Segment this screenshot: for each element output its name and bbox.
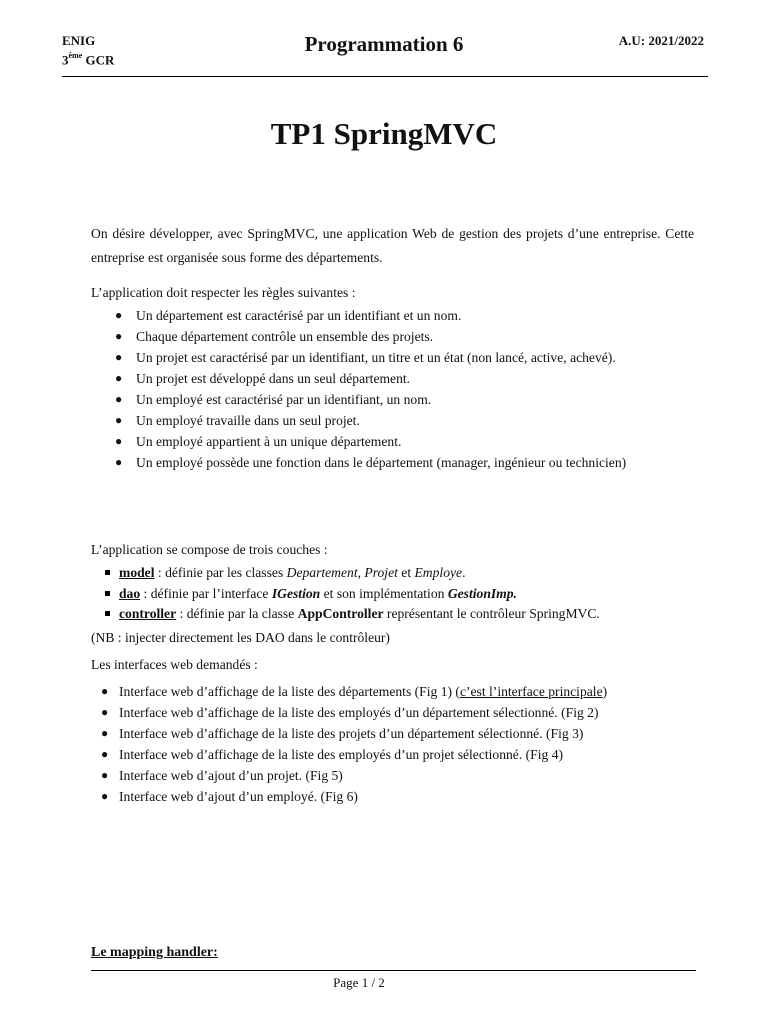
rules-intro: L’application doit respecter les règles suivantes : <box>91 285 356 300</box>
list-item: ● Un projet est développé dans un seul département. <box>117 368 694 389</box>
bullet-icon: ● <box>101 726 109 740</box>
page-number: Page 1 / 2 <box>333 975 385 990</box>
list-item: ● Interface web d’affichage de la liste des employés d’un département sélectionné. (Fig 2) <box>101 702 701 723</box>
list-item: ● Interface web d’affichage de la liste des employés d’un projet sélectionné. (Fig 4) <box>101 744 701 765</box>
main-interface-note: c’est l’interface principale <box>459 684 603 699</box>
bullet-icon: ● <box>115 308 123 322</box>
school-name: ENIG <box>62 33 96 48</box>
list-item-controller: controller : définie par la classe AppController représentant le contrôleur SpringMVC. <box>105 604 695 625</box>
layers-list <box>105 563 695 625</box>
bullet-icon: ● <box>101 705 109 719</box>
bullet-icon: ● <box>115 455 123 469</box>
bullet-icon: ● <box>101 747 109 761</box>
course-title: Programmation 6 <box>304 32 464 56</box>
bullet-icon: ● <box>115 371 123 385</box>
list-item: ● Interface web d’ajout d’un projet. (Fig 5) <box>101 765 701 786</box>
bullet-icon: ● <box>115 329 123 343</box>
list-item: ● Un projet est caractérisé par un identifiant, un titre et un état (non lancé, active, achevé). <box>117 347 694 368</box>
list-item-model: model : définie par les classes Departement, Projet et Employe. <box>105 563 695 584</box>
bullet-icon: ● <box>115 350 123 364</box>
list-item: ● Un employé appartient à un unique département. <box>117 431 694 452</box>
interfaces-intro: Les interfaces web demandés : <box>91 657 258 672</box>
interfaces-list <box>101 681 701 807</box>
footer-divider <box>91 970 696 971</box>
nb-note: (NB : injecter directement les DAO dans le contrôleur) <box>91 630 390 645</box>
bullet-icon: ● <box>101 789 109 803</box>
intro-paragraph: On désire développer, avec SpringMVC, une application Web de gestion des projets d’une entreprise. Cette entreprise est organisée sous forme des départements. <box>91 226 694 265</box>
list-item: ● Interface web d’affichage de la liste des départements (Fig 1) (c’est l’interface principale) <box>101 681 701 702</box>
header-divider <box>62 76 708 77</box>
academic-year: A.U: 2021/2022 <box>618 33 704 48</box>
rules-list <box>117 305 694 473</box>
list-item: ● Un employé possède une fonction dans le département (manager, ingénieur ou technicien) <box>117 452 694 473</box>
class-name: GCR <box>82 52 115 68</box>
list-item: ● Un département est caractérisé par un identifiant et un nom. <box>117 305 694 326</box>
list-item-dao: dao : définie par l’interface IGestion et son implémentation GestionImp. <box>105 584 695 605</box>
bullet-icon: ● <box>101 768 109 782</box>
layer-name-model: model <box>119 565 155 580</box>
mapping-heading: Le mapping handler: <box>91 945 218 960</box>
list-item: ● Un employé travaille dans un seul projet. <box>117 410 694 431</box>
list-item: ● Chaque département contrôle un ensemble des projets. <box>117 326 694 347</box>
bullet-icon: ● <box>115 434 123 448</box>
square-bullet-icon <box>105 611 110 616</box>
list-item: ● Interface web d’affichage de la liste des projets d’un département sélectionné. (Fig 3) <box>101 723 701 744</box>
layers-intro: L’application se compose de trois couches : <box>91 542 328 557</box>
class-number: 3 <box>62 52 69 68</box>
layer-name-dao: dao <box>119 585 141 601</box>
layer-name-controller: controller <box>119 606 177 621</box>
bullet-icon: ● <box>115 392 123 406</box>
document-title: TP1 SpringMVC <box>270 116 498 151</box>
bullet-icon: ● <box>115 413 123 427</box>
bullet-icon: ● <box>101 684 109 698</box>
square-bullet-icon <box>105 570 110 575</box>
list-item: ● Un employé est caractérisé par un identifiant, un nom. <box>117 389 694 410</box>
class-suffix: ème <box>68 51 83 60</box>
list-item: ● Interface web d’ajout d’un employé. (Fig 6) <box>101 786 701 807</box>
square-bullet-icon <box>105 591 110 596</box>
